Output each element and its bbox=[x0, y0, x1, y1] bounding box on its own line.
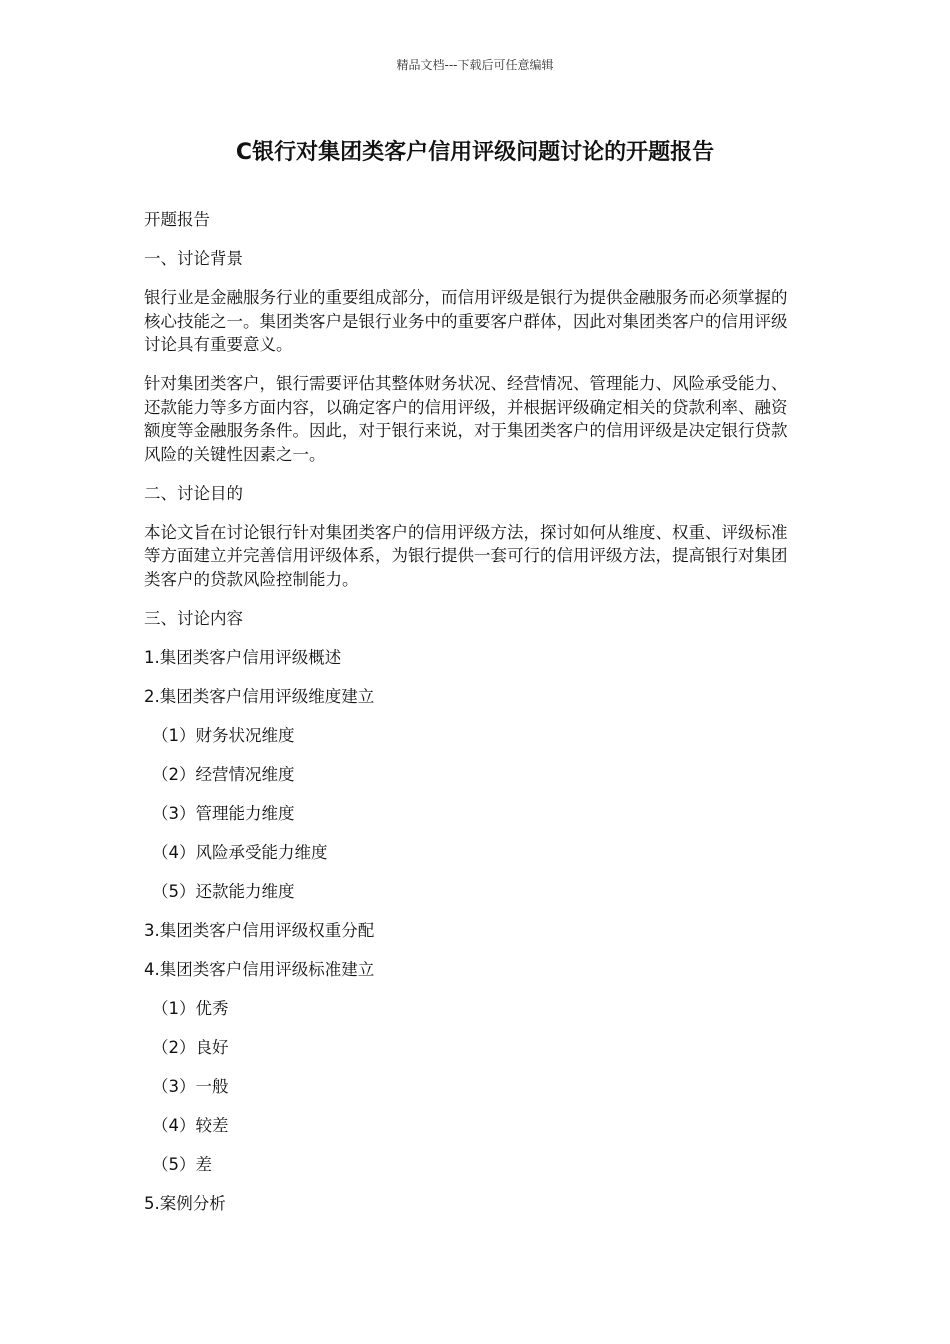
list-subitem: （1）优秀 bbox=[152, 998, 229, 1018]
paragraph-purpose: 本论文旨在讨论银行针对集团类客户的信用评级方法，探讨如何从维度、权重、评级标准等方面建立并完善信用评级体系，为银行提供一套可行的信用评级方法，提高银行对集团类客户的贷款风险控制能力。 bbox=[144, 522, 788, 589]
paragraph-background-2: 针对集团类客户，银行需要评估其整体财务状况、经营情况、管理能力、风险承受能力、还款能力等多方面内容，以确定客户的信用评级，并根据评级确定相关的贷款利率、融资额度等金融服务条件。因此，对于银行来说，对于集团类客户的信用评级是决定银行贷款风险的关键性因素之一。 bbox=[144, 374, 788, 464]
list-subitem: （3）管理能力维度 bbox=[152, 803, 295, 823]
paragraph-background-1: 银行业是金融服务行业的重要组成部分，而信用评级是银行为提供金融服务而必须掌握的核心技能之一。集团类客户是银行业务中的重要客户群体，因此对集团类客户的信用评级讨论具有重要意义。 bbox=[144, 288, 788, 354]
list-subitem: （4）风险承受能力维度 bbox=[152, 842, 328, 862]
list-subitem: （1）财务状况维度 bbox=[152, 725, 295, 745]
heading-background: 一、讨论背景 bbox=[144, 249, 243, 268]
section-label-report: 开题报告 bbox=[144, 210, 210, 229]
heading-content: 三、讨论内容 bbox=[144, 608, 243, 628]
list-subitem: （2）良好 bbox=[152, 1037, 229, 1057]
heading-purpose: 二、讨论目的 bbox=[144, 483, 243, 503]
list-subitem: （3）一般 bbox=[152, 1076, 229, 1096]
list-item: 2.集团类客户信用评级维度建立 bbox=[144, 686, 375, 706]
list-item: 1.集团类客户信用评级概述 bbox=[144, 647, 342, 667]
list-item: 5.案例分析 bbox=[144, 1193, 226, 1213]
list-subitem: （5）还款能力维度 bbox=[152, 881, 295, 901]
list-item: 3.集团类客户信用评级权重分配 bbox=[144, 920, 375, 940]
list-subitem: （4）较差 bbox=[152, 1115, 229, 1135]
document-title: C银行对集团类客户信用评级问题讨论的开题报告 bbox=[235, 140, 715, 165]
list-item: 4.集团类客户信用评级标准建立 bbox=[144, 959, 375, 979]
document-body bbox=[144, 208, 794, 1231]
header-note: 精品文档---下载后可任意编辑 bbox=[396, 58, 554, 72]
list-subitem: （2）经营情况维度 bbox=[152, 764, 295, 784]
list-subitem: （5）差 bbox=[152, 1154, 212, 1174]
